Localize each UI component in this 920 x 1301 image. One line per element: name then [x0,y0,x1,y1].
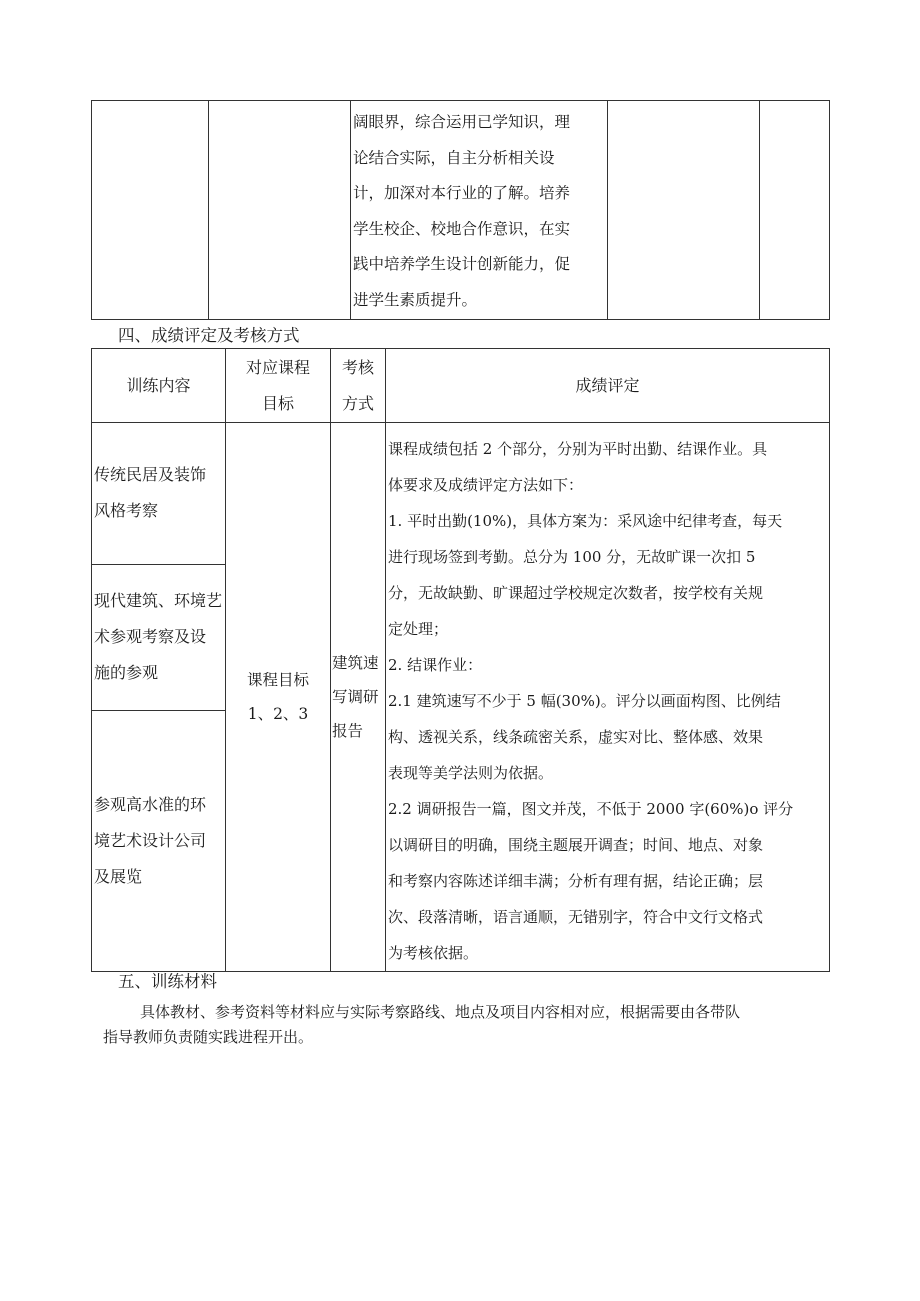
empty-cell [209,101,351,320]
table-row [92,423,830,565]
header-row [92,349,830,423]
training-content-cell [92,711,226,972]
text-line: 阔眼界，综合运用已学知识，理 [353,113,571,131]
header-training-content: 训练内容 [92,349,226,423]
text-line: 术参观考察及设 [94,627,207,647]
text-line: 进行现场签到考勤。总分为 100 分，无故旷课一次扣 5 [388,548,756,566]
training-content-cell [92,564,226,711]
text-line: 践中培养学生设计创新能力，促 [353,255,571,273]
text-line: 课程成绩包括 2 个部分，分别为平时出勤、结课作业。具 [388,440,768,458]
text-line: 具体教材、参考资料等材料应与实际考察路线、地点及项目内容相对应，根据需要由各带队 [140,1003,741,1021]
text-line: 以调研目的明确，围绕主题展开调查；时间、地点、对象 [388,836,764,854]
header-line: 方式 [341,393,374,413]
text-line: 构、透视关系，线条疏密关系，虚实对比、整体感、效果 [388,728,764,746]
text-line: 及展览 [94,867,143,887]
text-line: 建筑速 [332,654,379,672]
section-4-title: 四、成绩评定及考核方式 [118,326,300,345]
text-line: 2.2 调研报告一篇，图文并茂，不低于 2000 字(60%)o 评分 [388,800,794,818]
training-content-cell [92,423,226,565]
assessment-method-cell [331,423,386,972]
header-course-target [226,349,331,423]
text-line: 学生校企、校地合作意识，在实 [353,219,571,238]
header-line: 考核 [341,357,374,377]
text-line: 次、段落清晰，语言通顺，无错别字，符合中文行文格式 [388,908,764,926]
header-assessment-method [331,349,386,423]
text-line: 报告 [332,722,364,740]
evaluation-cell [386,423,830,972]
empty-cell [760,101,830,320]
text-line: 计，加深对本行业的了解。培养 [353,184,571,202]
materials-paragraph [103,1000,823,1050]
text-line: 写调研 [332,688,379,706]
text-line: 参观高水准的环 [94,795,207,815]
text-line: 论结合实际，自主分析相关设 [353,148,555,167]
header-line: 对应课程 [245,357,310,377]
text-line: 1、2、3 [247,705,309,723]
continuation-table [91,100,830,320]
table-row [92,101,830,320]
text-line: 2. 结课作业： [388,656,483,674]
text-line: 课程目标 [246,671,309,689]
header-line: 目标 [261,393,294,413]
text-line: 施的参观 [94,663,159,683]
text-line: 2.1 建筑速写不少于 5 幅(30%)。评分以画面构图、比例结 [388,692,781,710]
text-line: 体要求及成绩评定方法如下： [388,476,584,494]
text-line: 进学生素质提升。 [353,290,478,309]
text-line: 表现等美学法则为依据。 [388,764,554,782]
text-line: 分，无故缺勤、旷课超过学校规定次数者，按学校有关规 [388,584,764,602]
text-line: 传统民居及装饰 [94,465,207,485]
objective-description-cell [351,101,608,320]
section-5-title: 五、训练材料 [118,972,217,991]
empty-cell [92,101,209,320]
text-line: 和考察内容陈述详细丰满；分析有理有据，结论正确；层 [388,872,764,890]
text-line: 指导教师负责随实践进程开出。 [103,1028,314,1046]
text-line: 定处理； [388,620,449,638]
empty-cell [608,101,760,320]
text-line: 风格考察 [94,501,159,521]
text-line: 1. 平时出勤(10%)，具体方案为：采风途中纪律考查，每天 [388,512,783,530]
text-line: 为考核依据。 [388,944,479,962]
course-target-cell [226,423,331,972]
text-line: 现代建筑、环境艺 [94,591,223,611]
header-evaluation: 成绩评定 [386,349,830,423]
grade-table [91,348,830,972]
text-line: 境艺术设计公司 [94,831,207,851]
